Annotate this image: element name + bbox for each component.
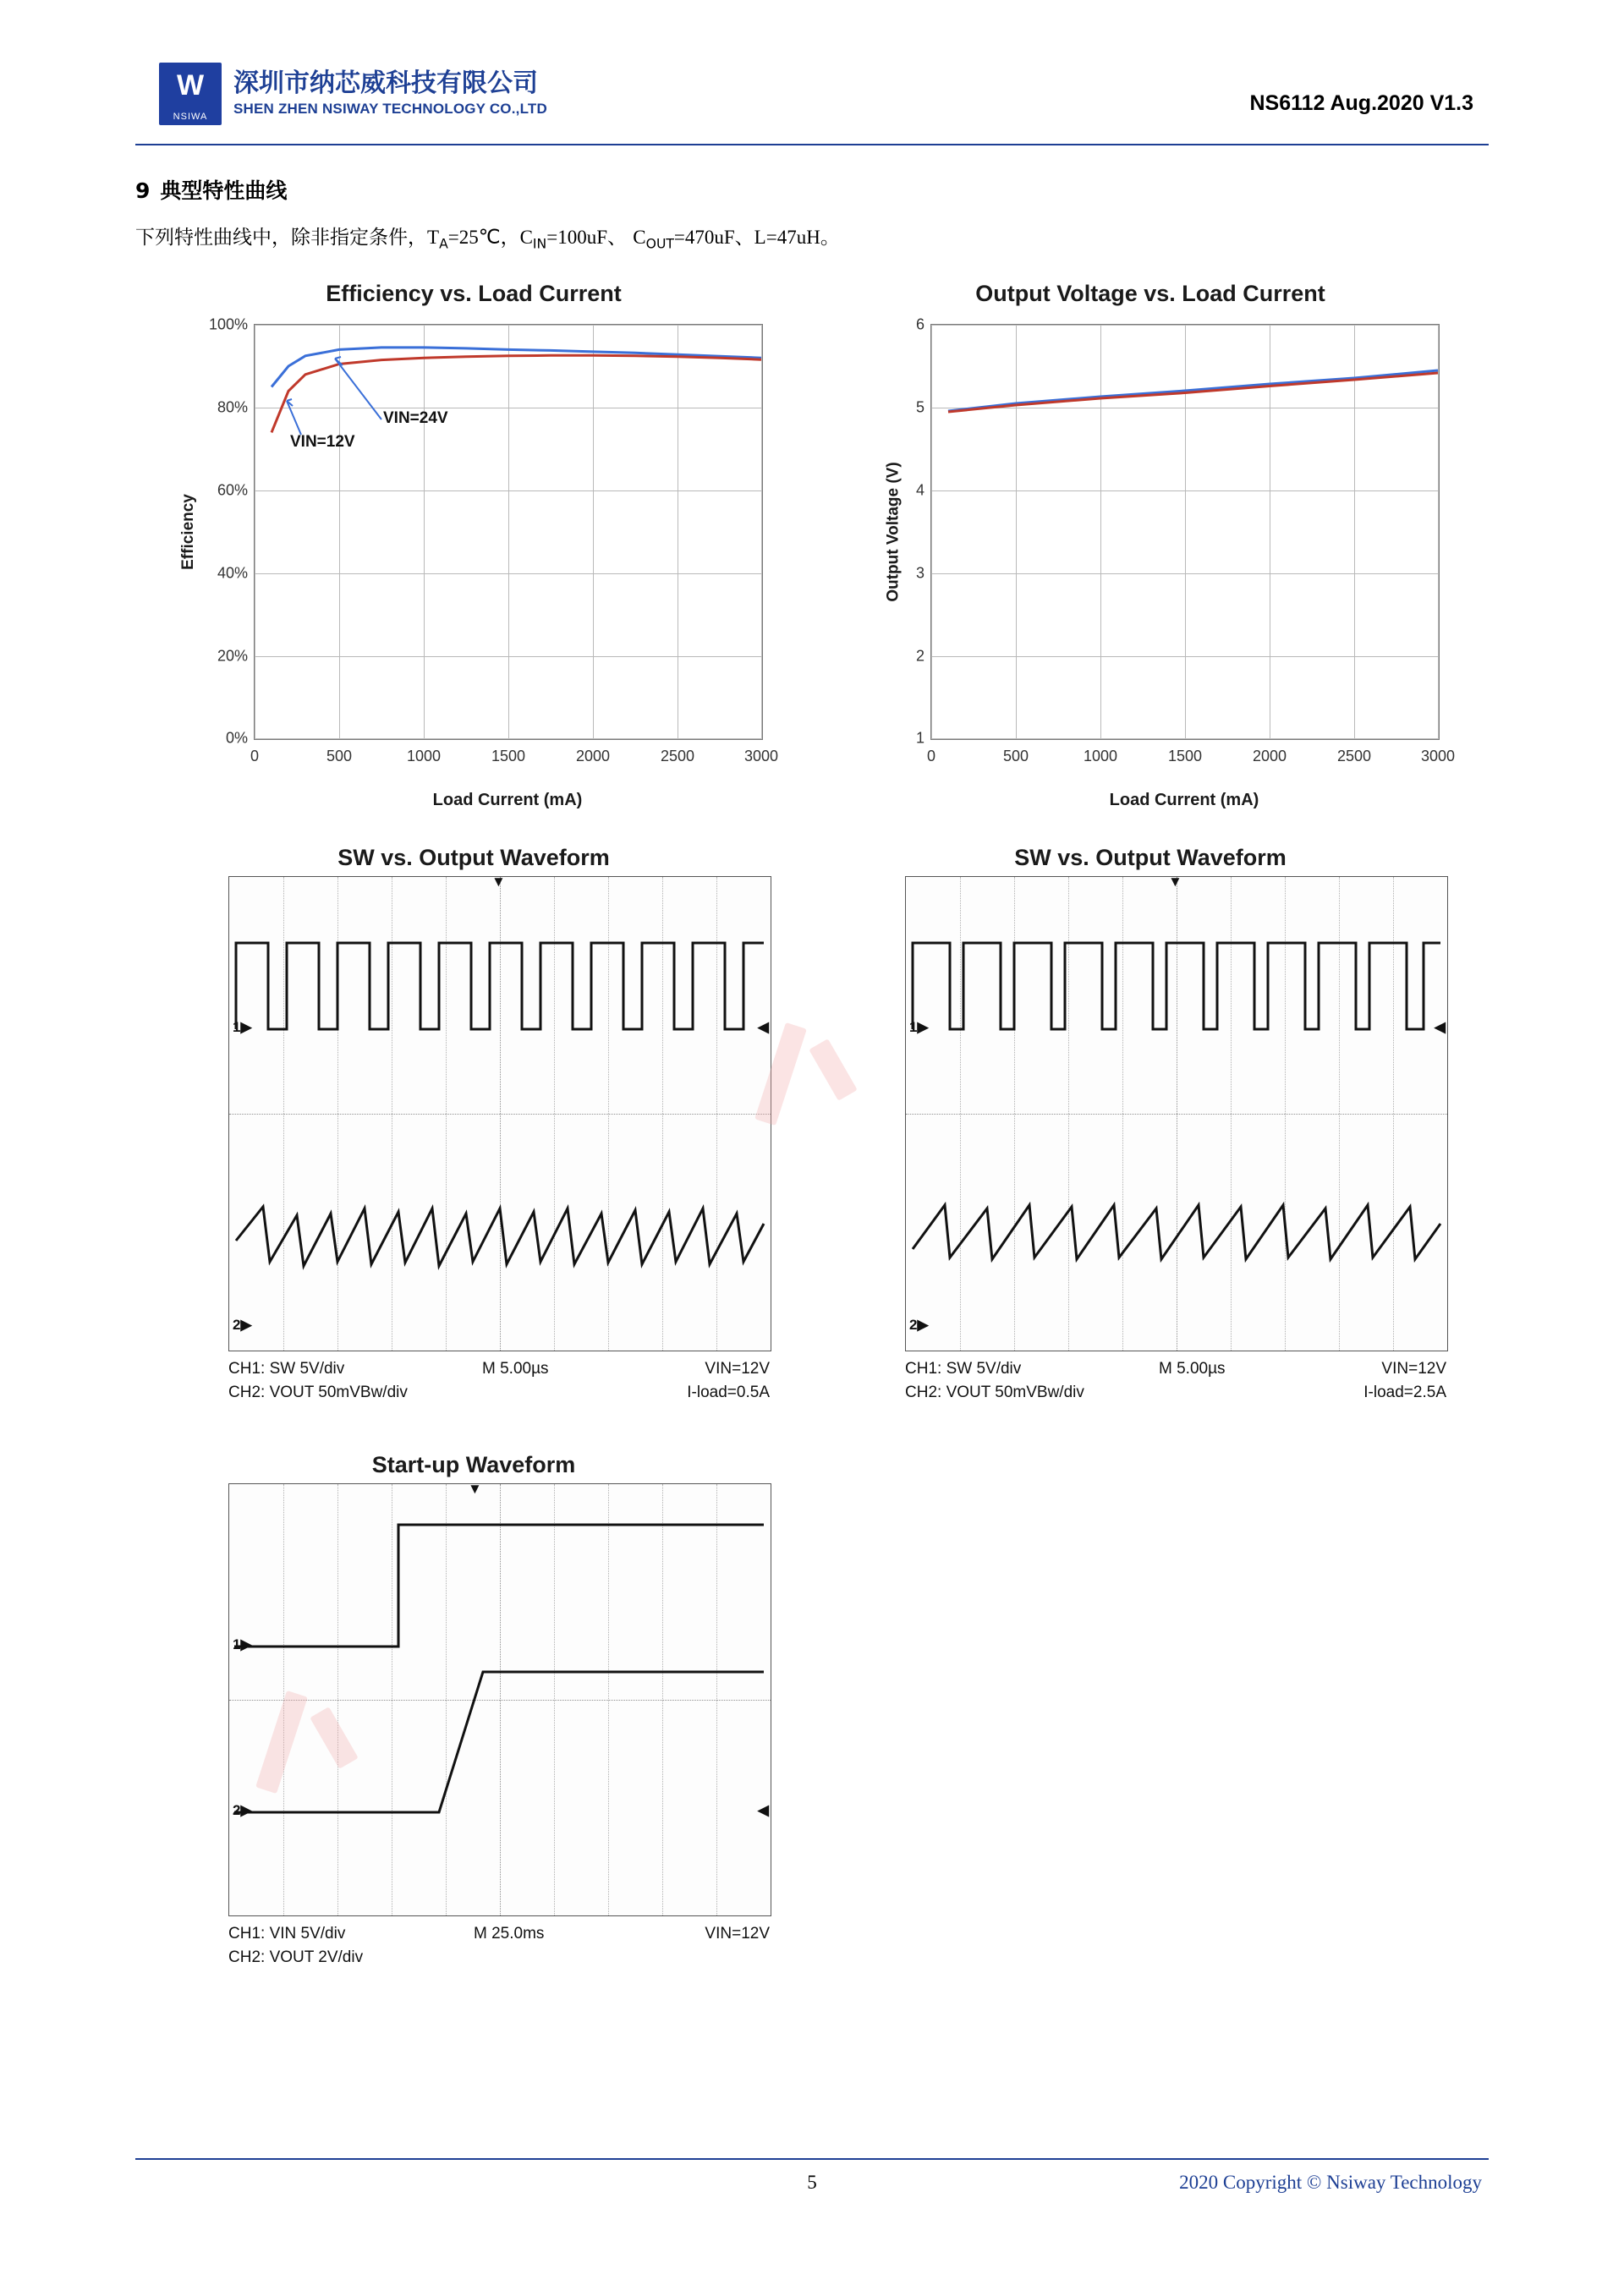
scope-ch1-setting: CH1: SW 5V/div bbox=[228, 1359, 345, 1378]
chart-x-axis-label: Load Current (mA) bbox=[1109, 790, 1259, 809]
series-vin24v bbox=[272, 347, 761, 386]
chart-plot-area bbox=[135, 312, 812, 809]
scope-marker-ch1: 1▶ bbox=[233, 1636, 252, 1652]
oscilloscope-screen bbox=[228, 876, 771, 1351]
scope-traces bbox=[229, 877, 771, 1351]
ch2-vout-trace bbox=[236, 1207, 764, 1266]
x-tick: 3000 bbox=[1420, 747, 1456, 764]
scope-level-marker: ◀ bbox=[757, 1801, 769, 1818]
ch1-vin-trace bbox=[234, 1525, 764, 1647]
x-tick: 0 bbox=[926, 747, 936, 764]
page-sheet bbox=[135, 51, 1489, 2249]
ch1-sw-trace bbox=[913, 943, 1440, 1029]
y-tick: 40% bbox=[217, 564, 248, 582]
annotation-leader-12v bbox=[287, 401, 301, 435]
intro-ta-sub: A bbox=[439, 235, 448, 252]
intro-cin-value: =100uF、 bbox=[546, 227, 627, 248]
series-vin12v bbox=[272, 355, 761, 432]
scope-marker-ch2: 2▶ bbox=[909, 1316, 929, 1333]
y-tick: 2 bbox=[915, 647, 924, 665]
efficiency-series-svg bbox=[255, 325, 762, 739]
chart-y-axis-label: Efficiency bbox=[178, 493, 197, 570]
company-name-cn: 深圳市纳芯威科技有限公司 bbox=[233, 68, 538, 98]
charts-row-1 bbox=[135, 280, 1489, 809]
intro-cout: C bbox=[633, 227, 646, 248]
page-footer bbox=[135, 2158, 1489, 2202]
nsiway-logo-icon bbox=[159, 63, 222, 125]
section-intro bbox=[135, 223, 1489, 259]
scope-marker-ch1: 1▶ bbox=[233, 1018, 252, 1035]
x-tick: 500 bbox=[1002, 747, 1029, 764]
scope-sw-vs-output-25A bbox=[812, 845, 1489, 1405]
scope-ch2-setting: CH2: VOUT 2V/div bbox=[228, 1948, 364, 1966]
oscilloscope-screen bbox=[228, 1483, 771, 1916]
chart-title: Efficiency vs. Load Current bbox=[326, 280, 622, 306]
scope-traces bbox=[229, 1484, 771, 1915]
scope-trigger-marker: ▼ bbox=[1168, 875, 1182, 890]
y-tick: 80% bbox=[217, 398, 248, 416]
scope-load: I-load=0.5A bbox=[687, 1383, 770, 1401]
scope-sw-vs-output-05A bbox=[135, 845, 812, 1405]
annotation-leader-24v bbox=[335, 359, 381, 419]
x-tick: 500 bbox=[326, 747, 353, 764]
characteristic-curves bbox=[135, 281, 1489, 1970]
company-logo-block bbox=[159, 63, 547, 125]
x-tick: 1500 bbox=[1167, 747, 1203, 764]
scope-ch2-setting: CH2: VOUT 50mVBw/div bbox=[905, 1383, 1084, 1401]
scope-vin: VIN=12V bbox=[705, 1924, 770, 1943]
intro-cout-sub: OUT bbox=[645, 235, 674, 252]
charts-row-3 bbox=[135, 1452, 1489, 1970]
scope-marker-ch2: 2▶ bbox=[233, 1316, 252, 1333]
y-tick: 5 bbox=[915, 398, 924, 416]
oscilloscope-screen bbox=[905, 876, 1448, 1351]
x-tick: 2500 bbox=[660, 747, 695, 764]
x-tick: 2500 bbox=[1336, 747, 1372, 764]
scope-ch1-setting: CH1: VIN 5V/div bbox=[228, 1924, 346, 1943]
scope-traces bbox=[906, 877, 1447, 1351]
efficiency-plot bbox=[208, 315, 779, 764]
page-number: 5 bbox=[807, 2172, 817, 2193]
scope-vin: VIN=12V bbox=[1381, 1359, 1446, 1378]
y-tick: 0% bbox=[225, 729, 248, 747]
y-tick: 4 bbox=[915, 481, 924, 499]
chart-y-axis-label: Output Voltage (V) bbox=[884, 461, 903, 602]
scope-title: Start-up Waveform bbox=[371, 1451, 576, 1477]
y-tick: 100% bbox=[208, 315, 248, 333]
y-tick: 20% bbox=[217, 647, 248, 665]
copyright-notice: 2020 Copyright © Nsiway Technology bbox=[1179, 2172, 1482, 2193]
scope-level-marker: ◀ bbox=[757, 1018, 769, 1035]
document-id: NS6112 Aug.2020 V1.3 bbox=[1249, 91, 1473, 115]
scope-title: SW vs. Output Waveform bbox=[1014, 844, 1287, 870]
annotation-vin12v: VIN=12V bbox=[290, 432, 355, 451]
y-tick: 60% bbox=[217, 481, 248, 499]
x-tick: 1000 bbox=[1083, 747, 1118, 764]
logo-glyph: W bbox=[176, 69, 205, 101]
y-tick: 1 bbox=[915, 729, 924, 747]
chart-title: Output Voltage vs. Load Current bbox=[975, 280, 1325, 306]
company-name-en: SHEN ZHEN NSIWAY TECHNOLOGY CO.,LTD bbox=[233, 101, 547, 117]
y-tick: 6 bbox=[915, 315, 924, 333]
scope-timebase: M 5.00µs bbox=[482, 1359, 549, 1378]
ch2-vout-trace bbox=[913, 1205, 1440, 1259]
annotation-vin24v: VIN=24V bbox=[383, 408, 448, 427]
scope-trigger-marker: ▼ bbox=[491, 875, 506, 890]
x-tick: 1000 bbox=[406, 747, 442, 764]
scope-trigger-marker: ▼ bbox=[468, 1482, 482, 1497]
company-name-block bbox=[233, 68, 547, 119]
intro-ta: T bbox=[427, 227, 440, 248]
y-tick: 3 bbox=[915, 564, 924, 582]
intro-ta-value: =25℃， bbox=[447, 227, 520, 248]
scope-vin: VIN=12V bbox=[705, 1359, 770, 1378]
section-title-text: 典型特性曲线 bbox=[160, 178, 288, 203]
intro-prefix: 下列特性曲线中，除非指定条件， bbox=[135, 227, 427, 249]
ch2-vout-trace bbox=[234, 1672, 764, 1812]
scope-title: SW vs. Output Waveform bbox=[337, 844, 610, 870]
scope-startup-waveform bbox=[135, 1452, 812, 1970]
scope-load: I-load=2.5A bbox=[1363, 1383, 1446, 1401]
intro-cin: C bbox=[519, 227, 533, 248]
intro-cin-sub: IN bbox=[532, 235, 547, 252]
charts-row-2 bbox=[135, 845, 1489, 1405]
x-tick: 3000 bbox=[743, 747, 779, 764]
scope-marker-ch1: 1▶ bbox=[909, 1018, 929, 1035]
output-voltage-plot bbox=[915, 315, 1456, 764]
scope-marker-ch2: 2▶ bbox=[233, 1801, 252, 1818]
x-tick: 2000 bbox=[1252, 747, 1287, 764]
chart-efficiency bbox=[135, 280, 812, 809]
ch1-sw-trace bbox=[236, 943, 764, 1029]
page-header bbox=[135, 51, 1489, 145]
chart-output-voltage bbox=[812, 280, 1489, 809]
x-tick: 1500 bbox=[491, 747, 526, 764]
chart-plot-area bbox=[812, 312, 1489, 809]
x-tick: 0 bbox=[250, 747, 260, 764]
x-tick: 2000 bbox=[575, 747, 611, 764]
chart-x-axis-label: Load Current (mA) bbox=[432, 790, 583, 809]
scope-ch2-setting: CH2: VOUT 50mVBw/div bbox=[228, 1383, 408, 1401]
intro-cout-value: =470uF、L=47uH。 bbox=[673, 227, 840, 248]
scope-ch1-setting: CH1: SW 5V/div bbox=[905, 1359, 1022, 1378]
output-voltage-series-svg bbox=[931, 325, 1439, 739]
scope-level-marker: ◀ bbox=[1434, 1018, 1446, 1035]
series-vin12v bbox=[948, 373, 1438, 412]
scope-timebase: M 25.0ms bbox=[474, 1924, 545, 1943]
logo-wordmark: NSIWA bbox=[173, 112, 208, 122]
section-number: 9 bbox=[135, 178, 151, 203]
section-heading bbox=[135, 174, 1489, 205]
scope-timebase: M 5.00µs bbox=[1159, 1359, 1226, 1378]
